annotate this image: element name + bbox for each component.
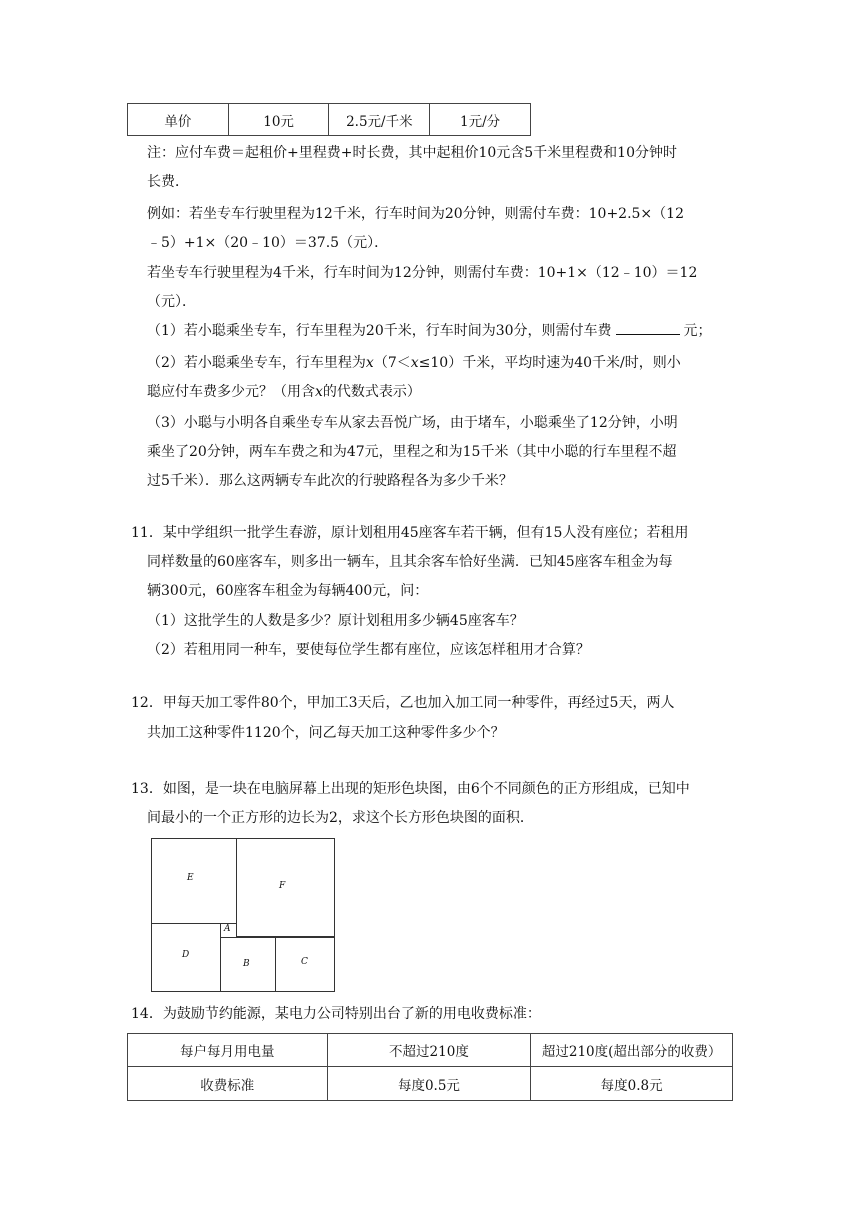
square-label: E	[187, 873, 194, 883]
price-table-cell: 单价	[128, 104, 229, 136]
q12-line1: 12．甲每天加工零件80个，甲加工3天后，乙也加入加工同一种零件，再经过5天，两人	[131, 695, 675, 711]
q10-part1-text: （1）若小聪乘坐专车，行车里程为20千米，行车时间为30分，则需付车费	[147, 323, 612, 339]
q13-line2: 间最小的一个正方形的边长为2，求这个长方形色块图的面积．	[147, 810, 534, 826]
square-e	[151, 838, 237, 924]
q12-line2: 共加工这种零件1120个，问乙每天加工这种零件多少个？	[147, 725, 505, 741]
q11-line5: （2）若租用同一种车，要使每位学生都有座位，应该怎样租用才合算？	[147, 642, 590, 658]
price-table-cell: 10元	[228, 104, 329, 136]
square-f	[236, 838, 335, 937]
square-label: D	[182, 950, 190, 960]
q10-part1	[147, 320, 712, 340]
price-table	[127, 103, 531, 136]
q10-part3-line2: 乘坐了20分钟，两车车费之和为47元，里程之和为15千米（其中小聪的行车里程不超	[147, 444, 677, 460]
square-label: A	[224, 924, 231, 934]
variable-x: x	[315, 384, 323, 400]
q10-part3-line1: （3）小聪与小明各自乘坐专车从家去吾悦广场，由于堵车，小聪乘坐了12分钟，小明	[147, 415, 678, 431]
electricity-rate-table	[127, 1033, 733, 1101]
answer-blank	[616, 320, 680, 335]
q10-part2-text: （2）若小聪乘坐专车，行车里程为	[147, 355, 366, 371]
rate-table-cell: 不超过210度	[327, 1034, 531, 1067]
square-mosaic-figure	[151, 838, 335, 992]
rate-table-cell: 超过210度(超出部分的收费）	[531, 1034, 733, 1067]
q10-part3-line3: 过5千米）．那么这两辆专车此次的行驶路程各为多少千米？	[147, 473, 513, 489]
rate-table-cell: 收费标准	[128, 1067, 328, 1101]
q11-line4: （1）这批学生的人数是多少？原计划租用多少辆45座客车？	[147, 613, 524, 629]
q10-part2-line1	[147, 352, 681, 372]
q10-part2-text: 的代数式表示）	[322, 384, 421, 400]
q10-example2-line2: （元）．	[147, 294, 196, 310]
rate-table-cell: 每户每月用电量	[128, 1034, 328, 1067]
variable-x: x	[410, 355, 419, 371]
q10-note-line2: 长费．	[147, 174, 189, 190]
q10-part1-unit: 元；	[683, 323, 712, 339]
price-table-cell: 1元/分	[430, 104, 531, 136]
q10-example-line1: 例如：若坐专车行驶里程为12千米，行车时间为20分钟，则需付车费：10+2.5×（12	[147, 206, 684, 222]
q10-example2-line1: 若坐专车行驶里程为4千米，行车时间为12分钟，则需付车费：10+1×（12﹣10）＝12	[147, 265, 698, 281]
q10-part2-text: 聪应付车费多少元？（用含	[147, 384, 315, 400]
q14-line1: 14．为鼓励节约能源，某电力公司特别出台了新的用电收费标准：	[131, 1006, 541, 1022]
q10-part2-line2	[147, 381, 421, 401]
rate-table-cell: 每度0.8元	[531, 1067, 733, 1101]
q11-line2: 同样数量的60座客车，则多出一辆车，且其余客车恰好坐满．已知45座客车租金为每	[147, 554, 673, 570]
q10-part2-text: （7＜	[373, 355, 411, 371]
price-table-cell: 2.5元/千米	[329, 104, 430, 136]
rate-table-cell: 每度0.5元	[327, 1067, 531, 1101]
square-label: C	[301, 957, 308, 967]
variable-x: x	[365, 355, 374, 371]
q10-part2-text: ≤10）千米，平均时速为40千米/时，则小	[418, 355, 681, 371]
square-label: F	[279, 881, 286, 891]
q10-example-line2: ﹣5）+1×（20﹣10）＝37.5（元）．	[147, 235, 389, 251]
q11-line3: 辆300元，60座客车租金为每辆400元，问：	[147, 583, 429, 599]
q10-note-line1: 注：应付车费＝起租价+里程费+时长费，其中起租价10元含5千米里程费和10分钟时	[147, 145, 677, 161]
q13-line1: 13．如图，是一块在电脑屏幕上出现的矩形色块图，由6个不同颜色的正方形组成，已知中	[131, 781, 690, 797]
square-label: B	[243, 959, 250, 969]
q11-line1: 11．某中学组织一批学生春游，原计划租用45座客车若干辆，但有15人没有座位；若租用	[131, 525, 689, 541]
